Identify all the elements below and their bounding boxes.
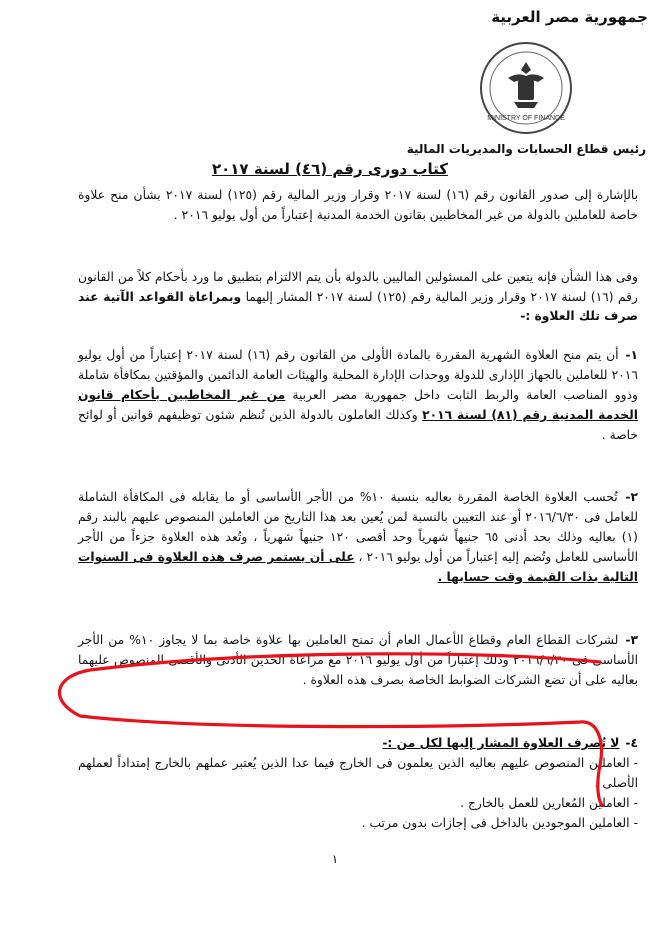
rule-text: أن يتم منح العلاوة الشهرية المقررة بالمادة الأولى من القانون رقم (١٦) لسنة ٢٠١٧ إعتباراً من أول يوليو ٢٠١٦ للعاملين بالجهاز الإدارى للدولة ووحدات الإدارة المحلية والهيئات العامة الدائمين والمؤقتين بمكافأة شاملة وذوو المناصب العامة والربط الثابت داخل جمهورية مصر العربية <box>78 348 638 402</box>
exclusion-list <box>78 753 638 833</box>
rule-number: ٣- <box>625 633 638 647</box>
rule-number: ٢- <box>625 490 639 504</box>
circular-title: كتاب دورى رقم (٤٦) لسنة ٢٠١٧ <box>211 160 449 178</box>
list-item <box>78 753 638 793</box>
seal-text: MINISTRY OF FINANCE <box>487 115 565 122</box>
list-item-text: العاملين المُعارين للعمل بالخارج . <box>460 796 630 810</box>
department-header: رئيس قطاع الحسابات والمديريات المالية <box>406 142 646 156</box>
rule-emphasis: من غير المخاطبين بأحكام قانون الخدمة المدنية رقم (٨١) لسنة ٢٠١٦ <box>78 388 638 422</box>
rule-text: لشركات القطاع العام وقطاع الأعمال العام أن تمنح العاملين بها علاوة خاصة بما لا يجاوز ١٠% من الأجر الأساسى فى ٢٠١٦/٦/٣٠ وذلك إعتباراً من أول يوليو ٢٠١٦ مع مراعاة الحدين الأدنى والأقصى المنصوص عليهما بعاليه على أن تضع الشركات الضوابط الخاصة بصرف هذه العلاوة . <box>78 633 638 687</box>
rule-number: ٤- <box>625 736 638 750</box>
rule-emphasis: على أن يستمر صرف هذه العلاوة فى السنوات التالية بذات القيمة وقت حسابها . <box>78 550 638 584</box>
list-item <box>78 813 638 833</box>
rule-item-1 <box>78 345 638 445</box>
rule-item-3 <box>78 630 638 690</box>
obligation-text: وفى هذا الشأن فإنه يتعين على المسئولين الماليين بالدولة بأن يتم الالتزام بتطبيق ما ورد بأحكام كلاً من القانون رقم (١٦) لسنة ٢٠١٧ وقرار وزير المالية رقم (١٢٥) لسنة ٢٠١٧ المشار إليهما <box>78 270 638 304</box>
list-item <box>78 793 638 813</box>
rule-heading: لا تُصرف العلاوة المشار إليها لكل من :- <box>382 736 620 750</box>
dash-bullet-icon: - <box>633 816 638 830</box>
dash-bullet-icon: - <box>633 796 638 810</box>
rule-number: ١- <box>625 348 638 362</box>
obligation-paragraph <box>78 268 638 327</box>
page-number: ١ <box>331 852 339 866</box>
rule-item-2 <box>78 487 638 587</box>
intro-text: بالإشارة إلى صدور القانون رقم (١٦) لسنة ٢٠١٧ وقرار وزير المالية رقم (١٢٥) لسنة ٢٠١٧ بشأن منح علاوة خاصة للعاملين بالدولة من غير المخاطبين بقانون الخدمة المدنية إعتباراً من أول يوليو ٢٠١٦ . <box>78 188 638 222</box>
obligation-emphasis: وبمراعاة القواعد الآتية عند صرف تلك العلاوة :- <box>78 289 638 324</box>
list-item-text: العاملين المنصوص عليهم بعاليه الذين يعلمون فى الخارج فيما عدا الذين يُعتبر عملهم بالخارج إمتداداً لعملهم الأصلى . <box>78 756 638 790</box>
rule-item-4 <box>78 733 638 833</box>
country-header: جمهورية مصر العربية <box>491 8 648 26</box>
rule-text: تُحسب العلاوة الخاصة المقررة بعاليه بنسبة ١٠% من الأجر الأساسى أو ما يقابله فى المكافأة الشاملة للعامل فى ٢٠١٦/٦/٣٠ أو عند التعيين بالنسبة لمن يُعين بعد هذا التاريخ من العاملين المنصوص عليهم بالبند رقم (١) بعاليه وذلك بحد أدنى ٦٥ جنيهاً شهرياً وحد أقصى ١٢٠ جنيهاً شهرياً ، وتُعد هذه العلاوة جزءاً من الأجر الأساسى للعامل وتُضم إليه إعتباراً من أول يوليو ٢٠١٦ ، <box>78 490 639 564</box>
rule-text-cont: وكذلك العاملون بالدولة الذين تُنظم شئون توظيفهم قوانين أو لوائح خاصة . <box>78 408 638 442</box>
intro-paragraph <box>78 186 638 225</box>
dash-bullet-icon: - <box>633 756 638 770</box>
eagle-emblem-icon <box>508 62 544 108</box>
rule-heading-line <box>78 733 638 753</box>
list-item-text: العاملين الموجودين بالداخل فى إجازات بدون مرتب . <box>361 816 630 830</box>
ministry-seal <box>478 40 574 136</box>
